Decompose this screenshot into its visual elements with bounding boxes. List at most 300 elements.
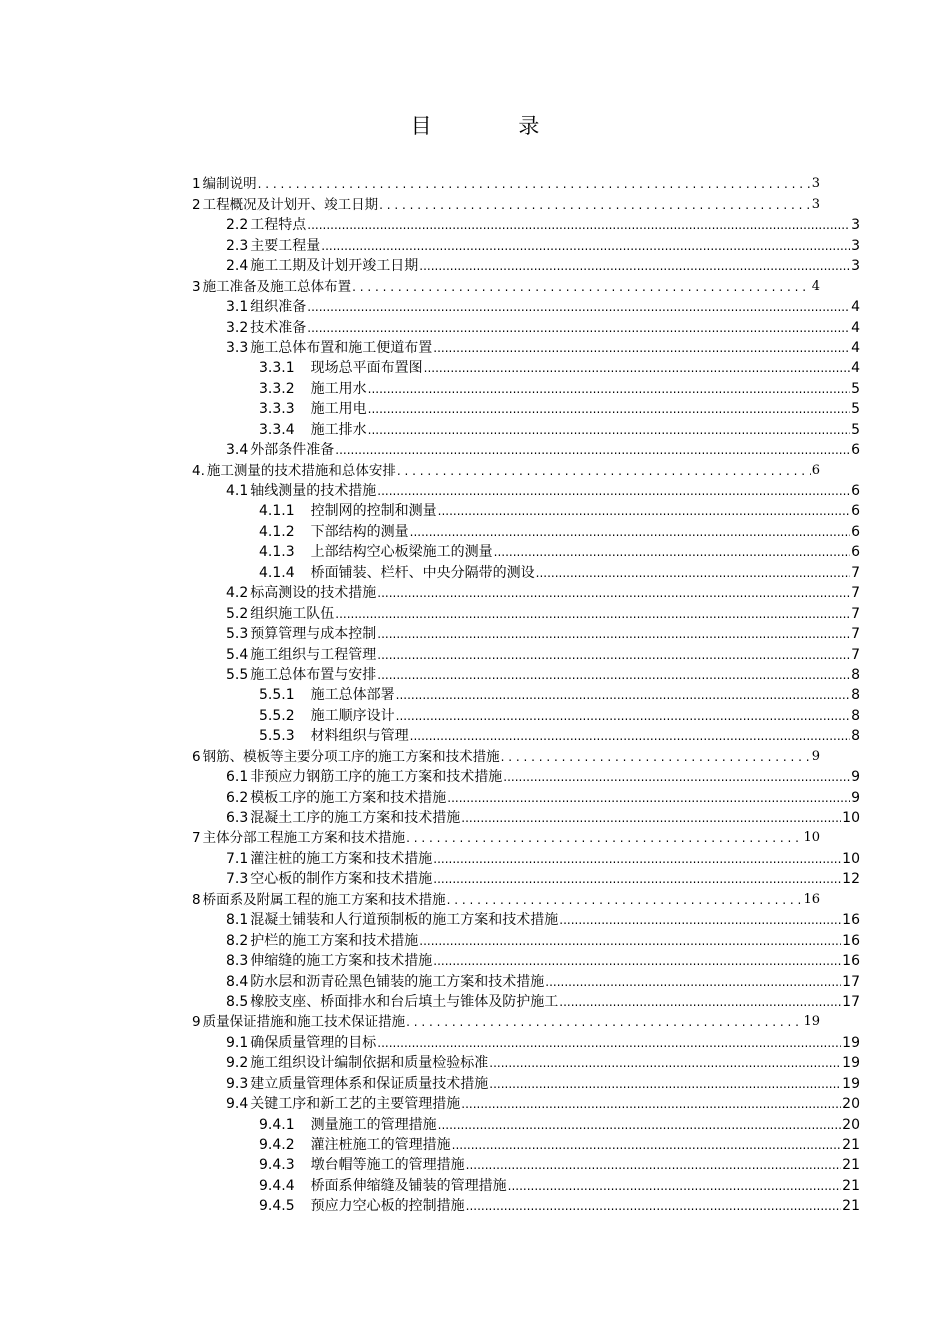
toc-entry[interactable] [192,910,860,930]
toc-entry-page-number: 17 [842,973,860,990]
toc-entry-number: 9 [192,1014,201,1031]
toc-entry-text: 施工顺序设计 [310,707,395,724]
toc-entry-number: 8.1 [226,912,249,929]
toc-entry-number: 4. [192,462,205,479]
toc-dot-leader [419,258,850,274]
toc-entry-number: 4.1.2 [259,523,295,540]
toc-entry-text: 外部条件准备 [250,442,335,459]
toc-entry-page-number: 4 [851,339,860,356]
toc-entry-number: 9.1 [226,1034,249,1051]
toc-entry-number: 9.4.3 [259,1157,295,1174]
toc-dot-leader [377,1035,841,1051]
toc-entry[interactable] [192,971,860,991]
toc-entry-number: 6.2 [226,789,249,806]
toc-entry-text: 预算管理与成本控制 [250,626,377,643]
toc-entry-number: 5.5 [226,666,249,683]
toc-entry-page-number: 9 [851,789,860,806]
toc-dot-leader [396,708,850,724]
toc-entry-text: 模板工序的施工方案和技术措施 [250,789,447,806]
toc-entry-page-number: 3 [811,196,820,212]
toc-entry-label [259,1176,507,1196]
toc-entry-page-number: 7 [851,605,860,622]
toc-entry[interactable] [192,808,860,828]
toc-entry-page-number: 7 [851,646,860,663]
toc-entry-number: 8.3 [226,953,249,970]
toc-entry-text: 编制说明 [202,176,257,193]
toc-dot-leader [406,830,802,846]
toc-entry[interactable] [192,1155,860,1175]
toc-entry-text: 伸缩缝的施工方案和技术措施 [250,953,433,970]
toc-dot-leader [433,340,850,356]
toc-entry[interactable] [192,276,860,296]
toc-entry-label [226,951,432,971]
toc-entry[interactable] [192,562,860,582]
toc-entry-label [226,645,376,665]
toc-dot-leader [321,238,850,254]
toc-dot-leader [501,749,811,765]
toc-entry-number: 9.4.5 [259,1198,295,1215]
toc-dot-leader [489,1055,841,1071]
toc-dot-leader [307,217,850,233]
toc-dot-leader [397,463,811,479]
toc-entry-number: 6.1 [226,769,249,786]
toc-dot-leader [559,994,841,1010]
toc-entry-number: 7.3 [226,871,249,888]
toc-entry-page-number: 4 [851,299,860,316]
toc-entry-text: 施工测量的技术措施和总体安排 [206,462,396,479]
toc-dot-leader [377,585,850,601]
toc-entry-text: 质量保证措施和施工技术保证措施 [202,1014,406,1031]
toc-dot-leader [410,524,850,540]
toc-entry-text: 施工排水 [310,421,367,438]
toc-entry-number: 3.3 [226,339,249,356]
toc-entry-page-number: 8 [851,666,860,683]
toc-entry-number: 5.5.2 [259,707,295,724]
toc-entry-text: 灌注桩施工的管理措施 [310,1137,451,1153]
toc-entry-text: 主要工程量 [250,237,321,254]
toc-entry-number: 3.1 [226,299,249,316]
toc-entry-page-number: 4 [851,360,860,377]
toc-entry-page-number: 7 [851,626,860,643]
toc-dot-leader [368,422,850,438]
toc-dot-leader [368,381,850,397]
toc-entry-text: 技术准备 [250,319,307,336]
toc-entry-text: 建立质量管理体系和保证质量技术措施 [250,1075,489,1092]
toc-entry-number: 9.4.4 [259,1177,295,1194]
toc-entry-page-number: 21 [842,1177,860,1194]
toc-entry-label [226,767,502,787]
toc-entry-label [226,256,418,276]
toc-entry-text: 预应力空心板的控制措施 [310,1198,465,1215]
toc-entry[interactable] [192,460,860,480]
toc-entry-label [259,706,395,726]
toc-entry[interactable] [192,194,860,214]
toc-entry-text: 空心板的制作方案和技术措施 [250,871,433,888]
toc-entry[interactable] [192,951,860,971]
toc-entry-text: 防水层和沥青砼黑色铺装的施工方案和技术措施 [250,973,545,990]
toc-entry[interactable] [192,358,860,378]
toc-entry-label [192,174,257,194]
toc-entry-label [192,1012,405,1032]
toc-entry[interactable] [192,787,860,807]
toc-entry-label [226,236,320,256]
toc-entry-text: 控制网的控制和测量 [310,503,437,520]
toc-entry-page-number: 3 [851,237,860,254]
toc-entry[interactable] [192,767,860,787]
toc-entry-text: 组织施工队伍 [250,605,335,622]
toc-entry-number: 5.5.1 [259,687,295,704]
toc-entry-label [226,318,306,338]
toc-entry-label [259,522,409,542]
toc-entry-page-number: 21 [842,1157,860,1174]
toc-entry-label [226,338,432,358]
toc-entry-text: 材料组织与管理 [310,728,409,745]
toc-entry[interactable] [192,889,860,909]
toc-entry[interactable] [192,1114,860,1134]
toc-entry-page-number: 19 [803,1014,820,1030]
toc-dot-leader [433,871,841,887]
toc-dot-leader [447,790,850,806]
toc-entry[interactable] [192,399,860,419]
toc-entry[interactable] [192,174,860,194]
toc-dot-leader [494,544,850,560]
toc-entry-page-number: 5 [851,401,860,418]
toc-entry-label [259,685,395,705]
toc-entry[interactable] [192,583,860,603]
toc-entry[interactable] [192,542,860,562]
toc-entry-text: 施工总体布置与安排 [250,666,377,683]
toc-entry-text: 桥面系伸缩缝及铺装的管理措施 [310,1177,507,1194]
toc-entry[interactable] [192,235,860,255]
toc-entry-page-number: 5 [851,421,860,438]
toc-entry-number: 3.3.3 [259,401,295,418]
toc-entry-number: 8.4 [226,973,249,990]
toc-entry[interactable] [192,848,860,868]
toc-entry-label [259,1135,451,1155]
toc-entry-page-number: 16 [842,932,860,949]
toc-entry-number: 6.3 [226,810,249,826]
toc-entry-page-number: 12 [842,871,860,888]
toc-entry-page-number: 6 [851,503,860,520]
toc-entry-number: 9.4.1 [259,1116,295,1133]
toc-entry-number: 9.2 [226,1055,249,1072]
toc-entry[interactable] [192,992,860,1012]
toc-entry[interactable] [192,1175,860,1195]
toc-entry-number: 8 [192,891,201,908]
toc-entry[interactable] [192,603,860,623]
toc-entry[interactable] [192,1094,860,1114]
toc-entry[interactable] [192,869,860,889]
toc-dot-leader [406,1014,802,1030]
toc-entry[interactable] [192,501,860,521]
toc-entry[interactable] [192,317,860,337]
toc-dot-leader [335,606,850,622]
toc-entry-label [226,1033,376,1053]
toc-entry-label [226,788,446,808]
toc-entry-number: 9.3 [226,1075,249,1092]
toc-dot-leader [545,974,841,990]
toc-entry[interactable] [192,215,860,235]
toc-entry-text: 下部结构的测量 [310,523,409,540]
toc-entry-page-number: 9 [851,769,860,786]
toc-dot-leader [433,851,841,867]
toc-dot-leader [433,953,841,969]
toc-entry-label [226,440,334,460]
toc-dot-leader [379,197,811,213]
toc-entry[interactable] [192,828,860,848]
toc-entry-page-number: 19 [842,1034,860,1051]
toc-entry-label [259,358,423,378]
toc-dot-leader [377,647,850,663]
toc-dot-leader [377,483,850,499]
toc-entry-label [259,420,367,440]
toc-entry[interactable] [192,930,860,950]
toc-entry-number: 5.2 [226,605,249,622]
toc-entry[interactable] [192,297,860,317]
toc-entry[interactable] [192,378,860,398]
toc-dot-leader [489,1076,841,1092]
toc-entry-page-number: 5 [851,380,860,397]
toc-entry-page-number: 3 [851,217,860,234]
toc-entry-number: 8.2 [226,932,249,949]
toc-entry-label [226,604,334,624]
toc-entry-page-number: 6 [811,462,820,478]
toc-entry[interactable] [192,338,860,358]
toc-entry-page-number: 7 [851,585,860,602]
toc-entry-page-number: 7 [851,564,860,581]
toc-entry-page-number: 6 [851,442,860,459]
toc-entry-page-number: 6 [851,544,860,561]
toc-dot-leader [438,1117,842,1133]
toc-entry-label [226,972,544,992]
toc-entry-page-number: 16 [803,891,820,907]
toc-entry-label [226,215,306,235]
toc-entry[interactable] [192,624,860,644]
toc-entry-page-number: 8 [851,728,860,745]
toc-entry-page-number: 16 [842,953,860,970]
toc-entry-text: 施工组织设计编制依据和质量检验标准 [250,1055,489,1072]
toc-entry-text: 灌注桩的施工方案和技术措施 [250,850,433,867]
toc-entry-page-number: 10 [842,810,860,826]
toc-entry-page-number: 10 [842,850,860,867]
toc-dot-leader [307,320,850,336]
toc-dot-leader [307,299,850,315]
toc-entry[interactable] [192,685,860,705]
toc-entry-text: 组织准备 [250,299,307,316]
toc-dot-leader [447,892,803,908]
toc-entry-number: 3.3.2 [259,380,295,397]
toc-entry-label [259,501,437,521]
toc-entry-page-number: 4 [851,319,860,336]
toc-dot-leader [461,1096,841,1112]
toc-entry-page-number: 8 [851,687,860,704]
toc-entry-number: 8.5 [226,993,249,1010]
toc-entry-text: 施工准备及施工总体布置 [202,278,352,295]
toc-entry-label [226,297,306,317]
toc-entry[interactable] [192,419,860,439]
toc-entry-number: 3 [192,278,201,295]
toc-entry-text: 施工工期及计划开竣工日期 [250,258,419,275]
toc-entry[interactable] [192,440,860,460]
toc-entry-text: 桥面系及附属工程的施工方案和技术措施 [202,891,446,908]
toc-entry-number: 5.3 [226,626,249,643]
toc-entry-text: 桥面铺装、栏杆、中央分隔带的测设 [310,564,535,581]
toc-entry-number: 2.4 [226,258,249,275]
toc-entry-page-number: 8 [851,707,860,724]
toc-entry-page-number: 6 [851,483,860,499]
toc-entry-text: 工程特点 [250,217,307,234]
toc-entry-text: 施工组织与工程管理 [250,646,377,663]
toc-dot-leader [258,176,811,192]
toc-entry-page-number: 20 [842,1096,860,1113]
toc-entry-text: 施工用电 [310,401,367,418]
toc-entry-text: 关键工序和新工艺的主要管理措施 [250,1096,461,1113]
toc-entry-label [192,195,378,215]
toc-entry-text: 橡胶支座、桥面排水和台后填土与锥体及防护施工 [250,993,559,1010]
toc-dot-leader [352,279,811,295]
toc-dot-leader [410,728,850,744]
toc-entry-label [192,890,446,910]
toc-entry[interactable] [192,1032,860,1052]
toc-dot-leader [396,687,850,703]
toc-entry-label [226,992,558,1012]
toc-entry[interactable] [192,665,860,685]
toc-entry-label [259,726,409,746]
toc-entry-label [226,481,376,501]
toc-entry-label [226,910,558,930]
toc-entry-number: 7 [192,830,201,847]
toc-entry-text: 上部结构空心板梁施工的测量 [310,544,493,561]
toc-dot-leader [466,1198,842,1214]
toc-dot-leader [503,769,850,785]
toc-entry-page-number: 17 [842,993,860,1010]
toc-entry-text: 测量施工的管理措施 [310,1116,437,1133]
toc-entry-number: 4.1.4 [259,564,295,581]
toc-entry-label [259,379,367,399]
toc-dot-leader [419,933,841,949]
toc-entry-label [226,583,376,603]
toc-entry-text: 墩台帽等施工的管理措施 [310,1157,465,1174]
toc-entry-number: 4.1 [226,483,249,499]
toc-entry-label [226,1074,488,1094]
toc-entry[interactable] [192,256,860,276]
toc-entry[interactable] [192,726,860,746]
toc-entry-page-number: 4 [811,278,820,294]
toc-entry-label [226,849,432,869]
toc-entry-text: 施工用水 [310,380,367,397]
toc-entry-page-number: 3 [851,258,860,275]
toc-entry-text: 护栏的施工方案和技术措施 [250,932,419,949]
toc-entry-number: 2 [192,196,201,213]
toc-entry[interactable] [192,1196,860,1216]
toc-entry-text: 标高测设的技术措施 [250,585,377,602]
toc-entry-text: 钢筋、模板等主要分项工序的施工方案和技术措施 [202,748,500,765]
toc-entry-label [192,747,500,767]
toc-entry[interactable] [192,521,860,541]
toc-entry-number: 6 [192,748,201,765]
page-title: 目 录 [410,114,580,138]
toc-entry-label [259,399,367,419]
toc-entry-page-number: 19 [842,1075,860,1092]
toc-entry-page-number: 6 [851,523,860,540]
toc-dot-leader [461,810,841,826]
toc-entry-number: 9.4.2 [259,1137,295,1153]
toc-entry[interactable] [192,1012,860,1032]
toc-entry-number: 9.4 [226,1096,249,1113]
toc-entry-page-number: 21 [842,1198,860,1215]
toc-entry-number: 3.2 [226,319,249,336]
toc-entry[interactable] [192,481,860,501]
toc-entry-label [192,277,351,297]
toc-entry-label [259,1115,437,1135]
toc-entry-label [192,828,405,848]
toc-entry-text: 确保质量管理的目标 [250,1034,377,1051]
toc-entry-page-number: 20 [842,1116,860,1133]
toc-entry-page-number: 3 [811,176,820,192]
toc-entry-label [259,563,535,583]
toc-entry-label [259,542,493,562]
toc-entry[interactable] [192,1053,860,1073]
toc-entry-label [226,1094,460,1114]
toc-dot-leader [377,667,850,683]
toc-entry-text: 轴线测量的技术措施 [250,483,377,499]
toc-entry-label [226,808,460,828]
toc-entry-text: 主体分部工程施工方案和技术措施 [202,830,406,847]
toc-entry-text: 施工总体布置和施工便道布置 [250,339,433,356]
toc-entry-number: 2.3 [226,237,249,254]
toc-entry-label [192,461,396,481]
toc-entry[interactable] [192,1135,860,1155]
toc-entry-number: 7.1 [226,850,249,867]
toc-entry-text: 现场总平面布置图 [310,360,423,377]
toc-entry-page-number: 16 [842,912,860,929]
toc-entry-number: 5.4 [226,646,249,663]
toc-entry-page-number: 10 [803,830,820,846]
toc-dot-leader [466,1157,842,1173]
toc-dot-leader [452,1137,842,1153]
toc-entry-label [226,665,376,685]
toc-entry-text: 非预应力钢筋工序的施工方案和技术措施 [250,769,503,786]
toc-entry[interactable] [192,705,860,725]
toc-entry-label [226,869,432,889]
toc-entry-label [226,1053,488,1073]
toc-entry[interactable] [192,746,860,766]
toc-entry-number: 4.1.3 [259,544,295,561]
toc-entry-label [226,931,418,951]
toc-entry-number: 3.3.1 [259,360,295,377]
toc-dot-leader [377,626,850,642]
toc-dot-leader [536,565,850,581]
toc-entry[interactable] [192,1073,860,1093]
toc-entry-page-number: 19 [842,1055,860,1072]
toc-dot-leader [424,360,850,376]
toc-entry-label [226,624,376,644]
toc-entry-text: 工程概况及计划开、竣工日期 [202,196,379,213]
toc-entry[interactable] [192,644,860,664]
table-of-contents [192,174,860,1216]
toc-entry-label [259,1196,465,1216]
toc-dot-leader [368,401,850,417]
toc-entry-label [259,1155,465,1175]
toc-entry-text: 施工总体部署 [310,687,395,704]
toc-entry-text: 混凝土铺装和人行道预制板的施工方案和技术措施 [250,912,559,929]
toc-entry-number: 2.2 [226,217,249,234]
toc-entry-page-number: 9 [811,748,820,764]
toc-entry-number: 4.1.1 [259,503,295,520]
toc-entry-number: 3.3.4 [259,421,295,438]
toc-entry-number: 5.5.3 [259,728,295,745]
toc-entry-number: 3.4 [226,442,249,459]
